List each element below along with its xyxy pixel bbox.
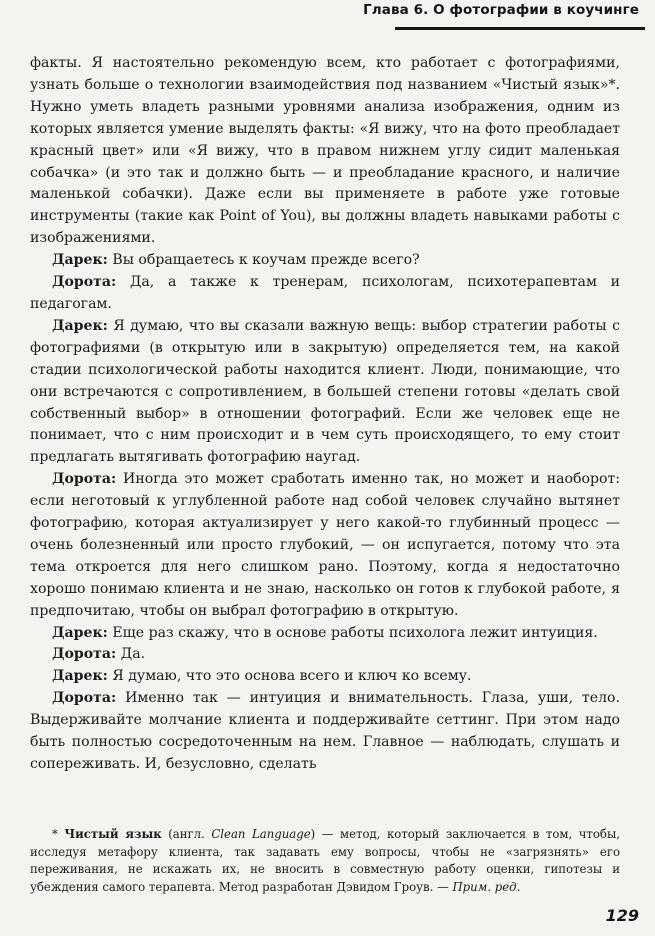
paragraph-7 — [30, 644, 620, 666]
footnote-marker: * — [52, 827, 58, 841]
paragraph-3 — [30, 272, 620, 316]
speaker-label: Дорота: — [52, 274, 117, 291]
speaker-label: Дарек: — [52, 252, 108, 269]
speech-text: Да. — [116, 646, 146, 663]
speech-text: Вы обращаетесь к коучам прежде всего? — [107, 252, 420, 269]
speech-text: Я думаю, что вы сказали важную вещь: выбор стратегии работы с фотографиями (в открытую или в закрытую) определяется тем, на какой стадии психологической работы находится клиент. Люди, понимающие, что они встречаются с сопротивлением, в большей степени готовы «делать свой собственный выбор» в отношении фотографий. Если же человек еще не понимает, что с ним происходит и в чем суть происходящего, то ему стоит предлагать вытягивать фотографию наугад. — [30, 317, 620, 466]
paragraph-1: факты. Я настоятельно рекомендую всем, кто работает с фотографиями, узнать больше о технологии взаимодействия под названием «Чистый язык»*. Нужно уметь владеть разными уровнями анализа изображения, одним из которых является умение выделять факты: «Я вижу, что на фото преобладает красный цвет» или «Я вижу, что в правом нижнем углу сидит маленькая собачка» (и это так и должно быть — и преобладание красного, и наличие маленькой собачки). Даже если вы применяете в работе уже готовые инструменты (такие как Point of You), вы должны владеть навыками работы с изображениями. — [30, 55, 620, 247]
footnote-orig-prefix: (англ. — [161, 827, 212, 841]
paragraph-5 — [30, 469, 620, 622]
paragraph-2 — [30, 250, 620, 272]
speech-text: Иногда это может сработать именно так, но может и наоборот: если неготовый к углубленной работе над собой человек случайно вытянет фотографию, которая актуализирует у него какой-то глубинный процесс — очень болезненный или просто глубокий, — он испугается, потому что эта тема откроется для него слишком рано. Поэтому, когда я недостаточно хорошо понимаю клиента и не знаю, насколько он готов к глубокой работе, я предпочитаю, чтобы он выбрал фотографию в открытую. — [30, 471, 620, 619]
footnote-term: Чистый язык — [64, 827, 162, 841]
footnote-text — [30, 826, 620, 896]
speaker-label: Дарек: — [52, 317, 108, 334]
speaker-label: Дорота: — [52, 690, 117, 707]
speaker-label: Дорота: — [52, 471, 117, 488]
footnote-orig-term: Clean Language — [211, 827, 311, 841]
speech-text: Именно так — интуиция и внимательность. Глаза, уши, тело. Выдерживайте молчание клиента и поддерживайте сеттинг. При этом надо быть полностью сосредоточенным на нем. Главное — наблюдать, слушать и сопереживать. И, безусловно, сделать — [30, 690, 620, 772]
paragraph-9 — [30, 688, 620, 776]
paragraph-4 — [30, 316, 620, 469]
paragraph-6 — [30, 623, 620, 645]
speech-text: Да, а также к тренерам, психологам, психотерапевтам и педагогам. — [30, 274, 620, 312]
speaker-label: Дарек: — [52, 668, 108, 685]
footnote-body: ) — метод, который заключается в том, чтобы, исследуя метафору клиента, так задавать ему вопросы, чтобы не «загрязнять» его переживания, не искажать их, не вносить в совместную работу оценки, гипотезы и убеждения самого терапевта. Метод разработан Дэвидом Гроув. — — [30, 827, 620, 894]
paragraph-8 — [30, 666, 620, 688]
speaker-label: Дарек: — [52, 624, 108, 641]
main-text — [30, 53, 620, 776]
footnote — [30, 826, 620, 896]
speech-text: Я думаю, что это основа всего и ключ ко всему. — [107, 668, 472, 685]
footnote-editor-note: Прим. ред. — [452, 879, 521, 894]
page-number: 129 — [605, 906, 639, 925]
speaker-label: Дорота: — [52, 646, 117, 663]
running-head: Глава 6. О фотографии в коучинге — [363, 2, 639, 18]
speech-text: Еще раз скажу, что в основе работы психолога лежит интуиция. — [107, 624, 598, 641]
header-rule — [395, 27, 645, 30]
